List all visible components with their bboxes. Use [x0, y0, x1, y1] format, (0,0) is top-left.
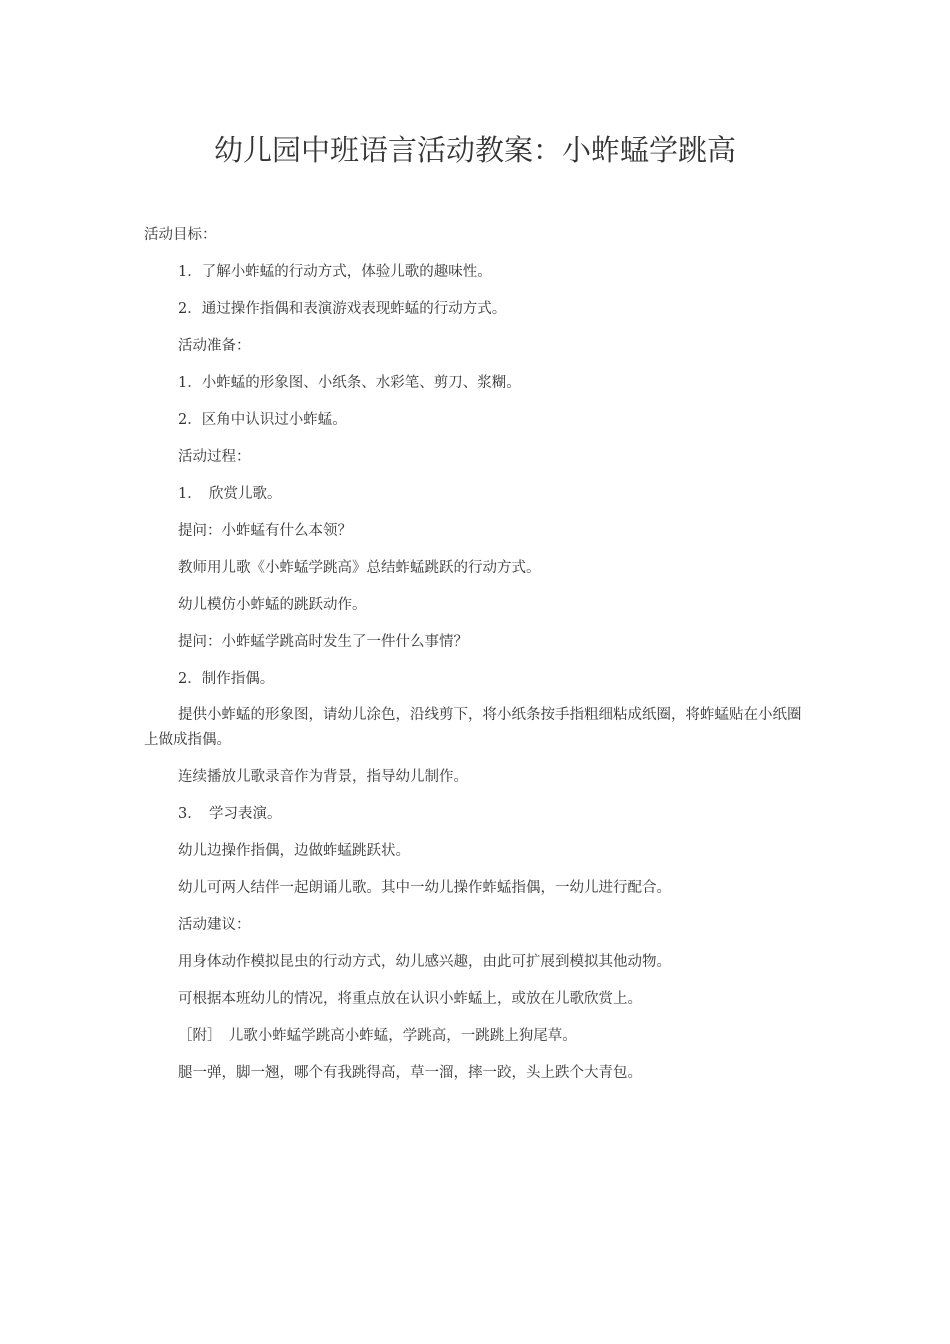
paragraph: 提供小蚱蜢的形象图，请幼儿涂色，沿线剪下，将小纸条按手指粗细粘成纸圈，将蚱蜢贴在小纸圈上做成指偶。 — [144, 707, 802, 748]
paragraph: 1．了解小蚱蜢的行动方式，体验儿歌的趣味性。 — [178, 264, 492, 280]
paragraph: 用身体动作模拟昆虫的行动方式，幼儿感兴趣，由此可扩展到模拟其他动物。 — [178, 954, 671, 970]
paragraph: 可根据本班幼儿的情况，将重点放在认识小蚱蜢上，或放在儿歌欣赏上。 — [178, 991, 642, 1007]
paragraph: 2．制作指偶。 — [178, 671, 275, 687]
paragraph: 3． 学习表演。 — [178, 806, 282, 822]
paragraph: 1．小蚱蜢的形象图、小纸条、水彩笔、剪刀、浆糊。 — [178, 375, 521, 391]
section-heading-suggestions: 活动建议： — [178, 917, 251, 933]
paragraph: 2．通过操作指偶和表演游戏表现蚱蜢的行动方式。 — [178, 301, 507, 317]
section-heading-goals: 活动目标： — [144, 227, 217, 243]
paragraph: 教师用儿歌《小蚱蜢学跳高》总结蚱蜢跳跃的行动方式。 — [178, 560, 541, 576]
section-heading-process: 活动过程： — [178, 449, 251, 465]
paragraph: 幼儿模仿小蚱蜢的跳跃动作。 — [178, 597, 367, 613]
paragraph: ［附］ 儿歌小蚱蜢学跳高小蚱蜢，学跳高，一跳跳上狗尾草。 — [178, 1028, 577, 1044]
paragraph: 提问：小蚱蜢学跳高时发生了一件什么事情？ — [178, 634, 468, 650]
paragraph: 2．区角中认识过小蚱蜢。 — [178, 412, 347, 428]
paragraph: 腿一弹，脚一翘，哪个有我跳得高，草一溜，摔一跤，头上跌个大青包。 — [178, 1065, 642, 1081]
section-heading-preparation: 活动准备： — [178, 338, 251, 354]
paragraph: 幼儿边操作指偶，边做蚱蜢跳跃状。 — [178, 843, 410, 859]
document-title: 幼儿园中班语言活动教案：小蚱蜢学跳高 — [213, 133, 736, 167]
paragraph: 连续播放儿歌录音作为背景，指导幼儿制作。 — [178, 769, 468, 785]
paragraph: 1． 欣赏儿歌。 — [178, 486, 282, 502]
paragraph: 提问：小蚱蜢有什么本领？ — [178, 523, 352, 539]
document-body — [144, 222, 814, 1097]
paragraph: 幼儿可两人结伴一起朗诵儿歌。其中一幼儿操作蚱蜢指偶，一幼儿进行配合。 — [178, 880, 671, 896]
